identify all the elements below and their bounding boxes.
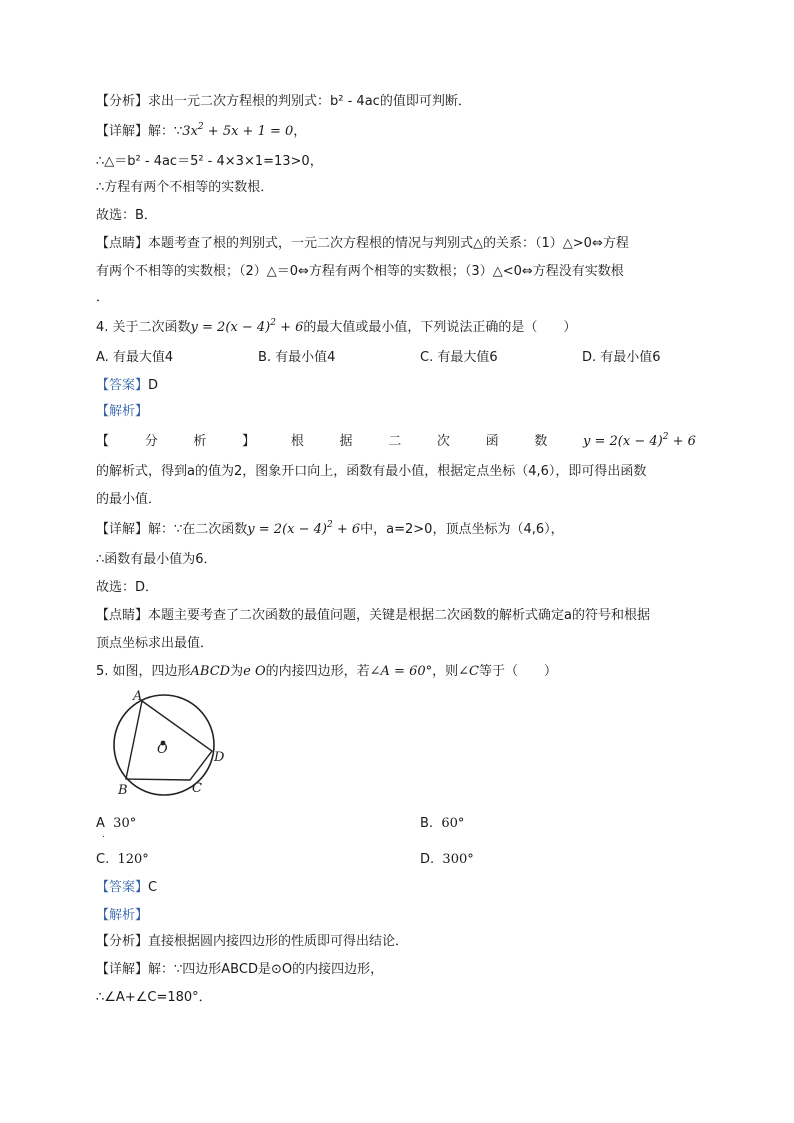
q4-detail-line: 【详解】解：∵在二次函数$y = 2(x - 4)^2 + 6$中，a=2>0，顶点坐标为（4,6），: [96, 520, 564, 537]
q5-option-d: D. 300°: [420, 852, 474, 867]
label-a: A: [133, 689, 143, 704]
q5-option-a-dot: .: [102, 830, 105, 840]
answer-tag: 【答案】: [96, 378, 149, 393]
q3-analysis-line: [96, 92, 471, 112]
label-d: D: [214, 750, 225, 765]
delta-line: ∴△＝b² - 4ac＝5² - 4×3×1=13>0，: [96, 154, 323, 169]
q4-option-a: A. 有最大值4: [96, 350, 174, 365]
q4-analysis-line-3: 的最小值．: [96, 492, 162, 507]
q4-analysis-spread: 【 分 析 】 根 据 二 次 函 数 $y = 2(x - 4)^2 + 6$: [96, 432, 696, 452]
answer-value: D: [148, 378, 159, 393]
q5-option-c: C. 120°: [96, 852, 149, 867]
label-o: O: [157, 742, 168, 757]
q3-detail-line: 【详解】解：$\because 3x^2 + 5x + 1 = 0$，: [96, 122, 307, 139]
detail-tag: 【详解】: [96, 124, 149, 139]
q4-stem: 4. 关于二次函数$y = 2(x - 4)^2 + 6$的最大值或最小值，下列说法正确的是（ ）: [96, 318, 577, 335]
q3-comment-line-1: 【点睛】本题考查了根的判别式，一元二次方程根的情况与判别式△的关系：（1）△>0⇔方程: [96, 236, 629, 251]
detail-prefix: 解：∵: [148, 124, 183, 139]
q4-option-d: D. 有最小值6: [582, 350, 661, 365]
q4-option-c: C. 有最大值6: [420, 350, 498, 365]
conclusion-line: ∴方程有两个不相等的实数根．: [96, 180, 274, 195]
q4-answer-line: [96, 376, 158, 396]
choice-line: 故选：B．: [96, 208, 157, 223]
q5-option-a: A 30°: [96, 816, 137, 831]
q4-analysis-function: $y = 2(x - 4)^2 + 6$: [583, 432, 696, 449]
q3-comment-line-3: ．: [96, 290, 110, 305]
equation: $3x^2 + 5x + 1 = 0$: [182, 122, 294, 139]
quadrilateral-abcd: [126, 701, 212, 780]
circle-quadrilateral-figure: [104, 688, 234, 804]
label-b: B: [118, 783, 128, 798]
q3-comment-line-2: 有两个不相等的实数根；（2）△＝0⇔方程有两个相等的实数根；（3）△<0⇔方程没有实数根: [96, 264, 624, 279]
q4-analysis-line-2: 的解析式，得到a的值为2，图象开口向上，函数有最小值，根据定点坐标（4,6），即可得出函数: [96, 464, 647, 479]
analysis-text: 求出一元二次方程根的判别式：b² - 4ac的值即可判断．: [148, 94, 471, 109]
q4-option-b: B. 有最小值4: [258, 350, 336, 365]
analysis-tag: 【分析】: [96, 94, 149, 109]
q5-detail-line: 【详解】解：∵四边形ABCD是⊙O的内接四边形，: [96, 962, 384, 977]
q5-explanation-tag: 【解析】: [96, 908, 149, 923]
q4-comment-line-1: 【点睛】本题主要考查了二次函数的最值问题，关键是根据二次函数的解析式确定a的符号和根据: [96, 608, 650, 623]
q5-option-b: B. 60°: [420, 816, 465, 831]
q4-detail-function: $y = 2(x - 4)^2 + 6$: [247, 520, 361, 537]
label-c: C: [192, 781, 202, 796]
q4-comment-line-2: 顶点坐标求出最值．: [96, 636, 214, 651]
q5-detail-line-2: ∴∠A+∠C=180°．: [96, 990, 212, 1005]
q5-answer-line: 【答案】C: [96, 880, 158, 895]
q4-choice-line: 故选：D．: [96, 580, 159, 595]
comment-tag: 【点睛】: [96, 236, 149, 251]
q5-analysis-line: 【分析】直接根据圆内接四边形的性质即可得出结论．: [96, 934, 409, 949]
q4-detail-line-2: ∴函数有最小值为6．: [96, 552, 217, 567]
q5-stem: 5. 如图，四边形ABCD为e O的内接四边形，若∠A = 60°，则∠C等于（ ）: [96, 664, 557, 679]
q4-function: $y = 2(x - 4)^2 + 6$: [190, 318, 304, 335]
q4-explanation-tag: 【解析】: [96, 404, 149, 419]
